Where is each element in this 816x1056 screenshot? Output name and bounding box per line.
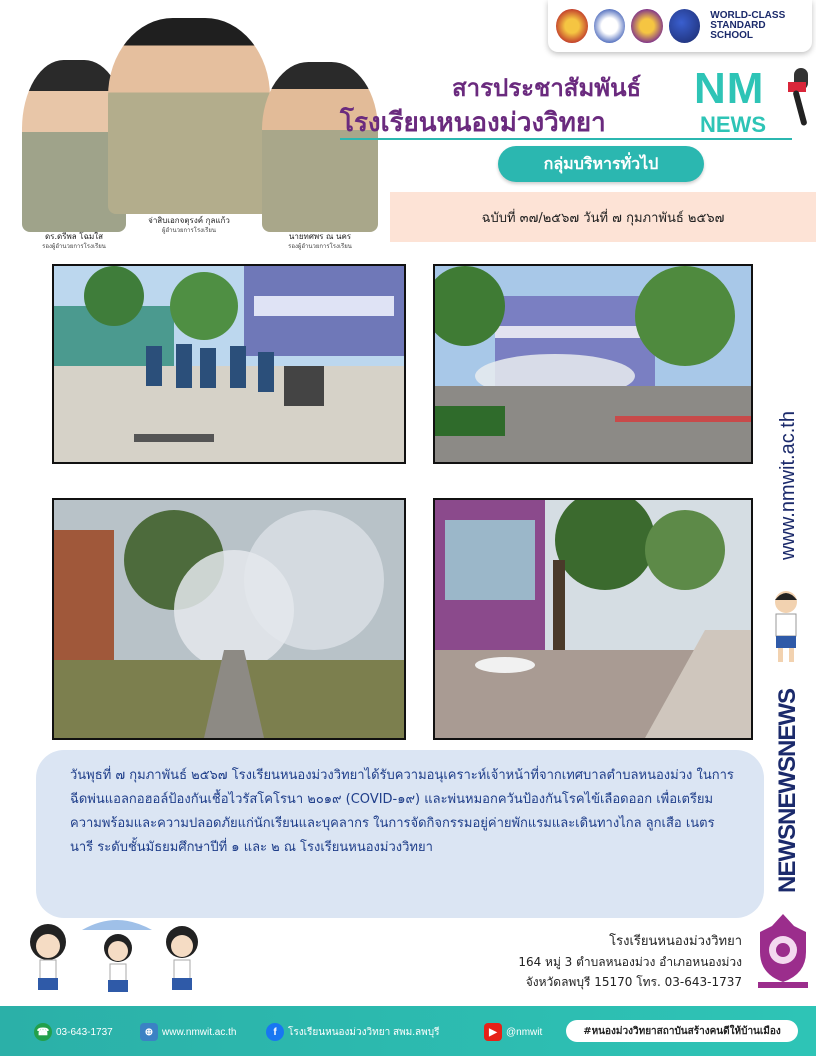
person-right-name: นายทศพร ณ นคร xyxy=(288,232,352,241)
youtube-icon: ▶ xyxy=(484,1023,502,1041)
footer-website[interactable] xyxy=(140,1022,236,1042)
address-school-name: โรงเรียนหนองม่วงวิทยา xyxy=(609,934,742,949)
person-center-role: ผู้อำนวยการโรงเรียน xyxy=(162,227,216,234)
school-crest-logo xyxy=(754,912,812,990)
news-body-text: วันพุธที่ ๗ กุมภาพันธ์ ๒๕๖๗ โรงเรียนหนองม่วงวิทยาได้รับความอนุเคราะห์เจ้าหน้าที่จากเทศบาลตำบลหนองม่วง ในการฉีดพ่นแอลกอฮอล์ป้องกันเชื้อไวรัสโคโรนา ๒๐๑๙ (COVID-๑๙) และพ่นหมอกควันป้องกันโรคไข้เลือดออก เพื่อเตรียมความพร้อมและความปลอดภัยแก่นักเรียนและบุคลากร ในการจัดกิจกรรมอยู่ค่ายพักแรมและเดินทางไกล ลูกเสือ เนตรนารี ระดับชั้นมัธยมศึกษาปีที่ ๑ และ ๒ ณ โรงเรียนหนองม่วงวิทยา xyxy=(70,768,734,855)
logo-strip xyxy=(548,0,812,52)
footer-facebook[interactable] xyxy=(266,1022,439,1042)
ministry-seal-logo xyxy=(556,9,588,43)
facebook-icon: f xyxy=(266,1023,284,1041)
phone-icon: ☎ xyxy=(34,1023,52,1041)
title-underline xyxy=(340,138,792,140)
photo-staff-fogging-team xyxy=(52,264,406,464)
school-emblem-logo xyxy=(631,9,663,43)
side-website-label: www.nmwit.ac.th xyxy=(776,410,799,560)
globe-icon: ⊕ xyxy=(140,1023,158,1041)
department-badge: กลุ่มบริหารทั่วไป xyxy=(498,146,704,182)
student-girls-illustration xyxy=(22,920,212,1006)
world-class-label: WORLD-CLASS STANDARD SCHOOL xyxy=(710,10,786,41)
issue-banner: ฉบับที่ ๓๗/๒๕๖๗ วันที่ ๗ กุมภาพันธ์ ๒๕๖๗ xyxy=(390,192,816,242)
footer-website-text: www.nmwit.ac.th xyxy=(162,1026,237,1038)
microphone-icon xyxy=(788,68,810,132)
globe-logo xyxy=(669,9,701,43)
obec-logo xyxy=(594,9,626,43)
newsletter-title: สารประชาสัมพันธ์ xyxy=(452,74,642,102)
news-body-box xyxy=(36,750,764,918)
footer-youtube[interactable] xyxy=(484,1022,542,1042)
photo-fogging-building-corridor xyxy=(433,498,753,740)
student-boy-illustration xyxy=(768,588,804,668)
side-news-repeat: NEWSNEWSNEWS xyxy=(774,689,801,893)
address-line-2: จังหวัดลพบุรี 15170 โทร. 03-643-1737 xyxy=(525,975,742,989)
nm-logo-text: NM xyxy=(694,64,765,113)
person-center-name: จ่าสิบเอกจตุรงค์ กุลแก้ว xyxy=(148,216,230,225)
footer-phone[interactable] xyxy=(34,1022,113,1042)
person-right-photo xyxy=(262,62,378,232)
photo-fogging-courtyard xyxy=(433,264,753,464)
footer-youtube-text: @nmwit xyxy=(506,1026,543,1038)
person-left-name: ดร.ดรีพล โฉมใส xyxy=(44,232,104,241)
person-right-role: รองผู้อำนวยการโรงเรียน xyxy=(288,243,352,250)
school-address xyxy=(518,932,742,992)
address-line-1: 164 หมู่ 3 ตำบลหนองม่วง อำเภอหนองม่วง xyxy=(518,955,742,969)
footer-facebook-text: โรงเรียนหนองม่วงวิทยา สพม.ลพบุรี xyxy=(288,1026,440,1038)
person-left-role: รองผู้อำนวยการโรงเรียน xyxy=(42,243,106,250)
news-logo-text: NEWS xyxy=(700,112,766,137)
footer-phone-text: 03-643-1737 xyxy=(56,1026,113,1038)
person-center-photo xyxy=(108,18,270,214)
photo-fogging-walkway xyxy=(52,498,406,740)
footer-hashtag: #หนองม่วงวิทยาสถาบันสร้างคนดีให้บ้านเมือง xyxy=(566,1020,798,1042)
school-title: โรงเรียนหนองม่วงวิทยา xyxy=(340,108,606,138)
